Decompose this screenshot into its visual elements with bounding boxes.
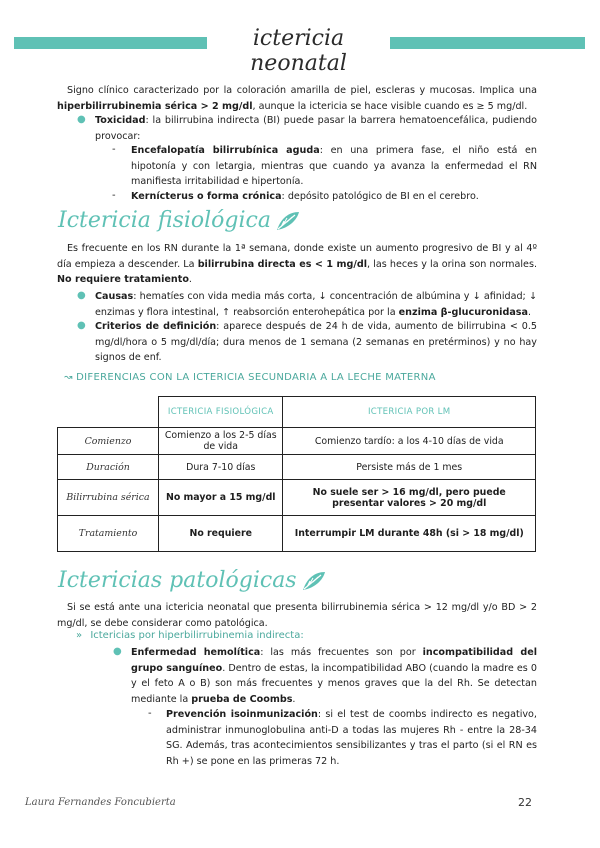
wave-arrow-icon: ↝ (64, 372, 73, 383)
table-cell: No requiere (159, 516, 283, 552)
column-header-fisiologica: ICTERICIA FISIOLÓGICA (159, 397, 283, 428)
comparison-table (57, 396, 536, 552)
page-number: 22 (518, 796, 532, 809)
intro-text: Signo clínico caracterizado por la coloración amarilla de piel, escleras y mucosas. Implica una (67, 85, 537, 96)
row-header: Tratamiento (58, 516, 159, 552)
section-title-fisiologica (58, 208, 301, 233)
table-cell: No suele ser > 16 mg/dl, pero puede presentar valores > 20 mg/dl (283, 480, 536, 516)
intro-text-end: , aunque la ictericia se hace visible cuando es ≥ 5 mg/dl. (252, 100, 528, 112)
fisio-bold: bilirrubina directa es < 1 mg/dl (197, 258, 367, 270)
table-cell: Persiste más de 1 mes (283, 455, 536, 480)
header-bar-left (14, 37, 207, 49)
dash-icon: - (148, 708, 152, 719)
double-chevron-icon: » (76, 630, 83, 641)
row-header: Comienzo (58, 428, 159, 455)
table-row (58, 455, 536, 480)
fisio-text-end: . (188, 274, 192, 285)
criterios-item (95, 319, 537, 366)
causas-item (95, 289, 537, 320)
leaf-icon (275, 210, 301, 232)
intro-paragraph (57, 83, 537, 114)
causas-bold: enzima β-glucuronidasa (398, 306, 528, 318)
diferencias-heading (64, 372, 436, 383)
table-row (58, 428, 536, 455)
eh-bold: incompatibilidad del grupo sanguíneo (131, 647, 537, 674)
table-row (58, 516, 536, 552)
dash-icon: - (112, 190, 116, 201)
eh-bold-2: prueba de Coombs (191, 693, 293, 705)
prevencion-text: : si el test de coombs indirecto es negativo, administrar inmunoglobulina anti-D a todas las mujeres Rh - entre la 28-34 SG. Además, tras acontecimientos sensibilizantes y tras el parto (si el RN es Rh +) se pone en las primeras 72 h. (166, 709, 537, 767)
bullet-icon: ● (77, 114, 86, 125)
table-corner-cell (58, 397, 159, 428)
fisio-text-mid: , las heces y la orina son normales. (367, 258, 537, 270)
causas-end: . (528, 306, 532, 318)
bullet-icon: ● (77, 320, 86, 331)
table-cell: No mayor a 15 mg/dl (159, 480, 283, 516)
kernicterus-item (131, 189, 537, 205)
header-bar-right (390, 37, 585, 49)
dash-icon: - (112, 144, 116, 155)
column-header-lm: ICTERICIA POR LM (283, 397, 536, 428)
intro-bold: hiperbilirrubinemia sérica > 2 mg/dl (57, 100, 253, 112)
patologicas-intro: Si se está ante una ictericia neonatal que presenta bilirrubinemia sérica > 12 mg/dl y/o BD > 2 mg/dl, se debe considerar como patológica. (57, 602, 537, 629)
criterios-label: Criterios de definición (95, 321, 217, 332)
leaf-icon (301, 570, 327, 592)
enfermedad-hemolitica-item (131, 645, 537, 707)
prevencion-item (166, 707, 537, 769)
eh-end: . (292, 693, 296, 705)
section-title-text: Ictericias patológicas (58, 568, 297, 593)
encefalopatia-label: Encefalopatía bilirrubínica aguda (131, 145, 320, 156)
section-title-patologicas (58, 568, 327, 593)
causas-label: Causas (95, 291, 134, 302)
footer-author: Laura Fernandes Foncubierta (25, 797, 176, 808)
prevencion-label: Prevención isoinmunización (166, 709, 318, 720)
bullet-icon: ● (77, 290, 86, 301)
fisiologica-paragraph (57, 241, 537, 288)
causas-text: : hematíes con vida media más corta, ↓ concentración de albúmina y ↓ afinidad; ↓ enzimas y flora intestinal, ↑ reabsorción enterohepática por la (95, 291, 537, 318)
fisio-bold-2: No requiere tratamiento (57, 274, 189, 285)
encefalopatia-text: : en una primera fase, el niño está en hipotonía y con letargia, mientras que cuando ya avanza la enfermedad el RN manifiesta irritabilidad e hipertonía. (131, 145, 538, 187)
criterios-text: : aparece después de 24 h de vida, aumento de bilirrubina < 0.5 mg/dl/hora o 5 mg/dl/día; dura menos de 1 semana (2 semanas en pretérminos) y no hay signos de enf. (95, 321, 537, 363)
table-cell: Comienzo a los 2-5 días de vida (159, 428, 283, 455)
indirecta-subheading-text: Ictericias por hiperbilirrubinemia indirecta: (90, 630, 304, 641)
toxicidad-label: Toxicidad (95, 115, 146, 126)
table-cell: Comienzo tardío: a los 4-10 días de vida (283, 428, 536, 455)
indirecta-subheading (76, 630, 304, 641)
kernicterus-text: : depósito patológico de BI en el cerebro. (281, 191, 479, 202)
table-cell: Interrumpir LM durante 48h (si > 18 mg/dl) (283, 516, 536, 552)
kernicterus-label: Kernícterus o forma crónica (131, 191, 282, 202)
diferencias-heading-text: DIFERENCIAS CON LA ICTERICIA SECUNDARIA A LA LECHE MATERNA (76, 372, 436, 383)
eh-text-mid: . Dentro de estas, la incompatibilidad ABO (cuando la madre es 0 y el feto A o B) son más frecuentes y menos graves que la del Rh. Se detectan mediante la (131, 662, 537, 705)
row-header: Duración (58, 455, 159, 480)
encefalopatia-item (131, 143, 537, 190)
fisio-text: Es frecuente en los RN durante la 1ª semana, donde existe un aumento progresivo de BI y al 4º día empieza a descender. La (57, 243, 537, 270)
section-title-text: Ictericia fisiológica (58, 208, 271, 233)
table-cell: Dura 7-10 días (159, 455, 283, 480)
row-header: Bilirrubina sérica (58, 480, 159, 516)
eh-text: : las más frecuentes son por (260, 647, 423, 658)
table-header-row (58, 397, 536, 428)
eh-label: Enfermedad hemolítica (131, 647, 261, 658)
bullet-icon: ● (113, 646, 122, 657)
toxicidad-item (95, 113, 537, 144)
table-row (58, 480, 536, 516)
toxicidad-text: : la bilirrubina indirecta (BI) puede pasar la barrera hematoencefálica, pudiendo provocar: (95, 115, 537, 142)
page-title: ictericia neonatal (250, 26, 347, 76)
